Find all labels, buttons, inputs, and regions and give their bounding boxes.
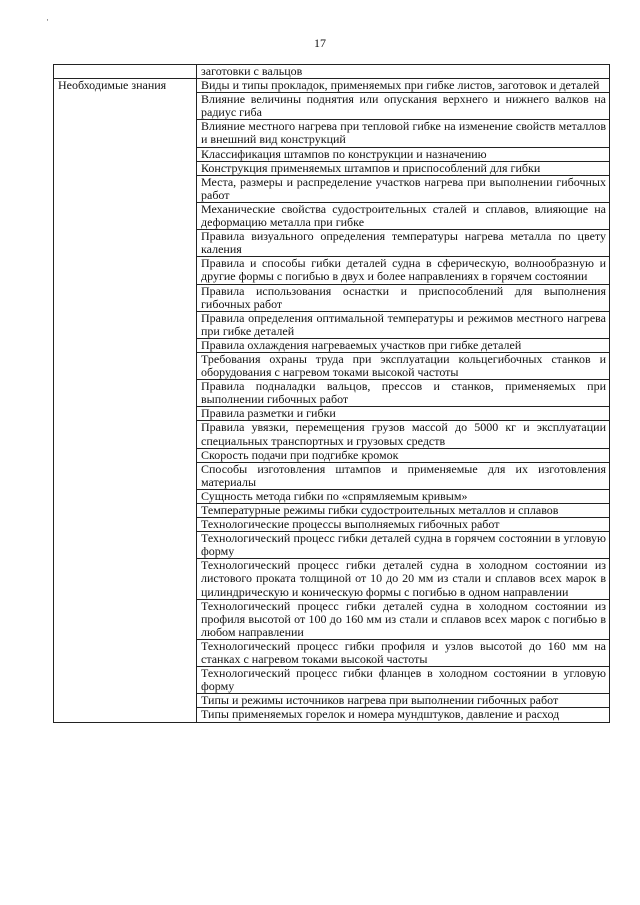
knowledge-item: Влияние местного нагрева при тепловой гибке на изменение свойств металлов и внешний вид конструкций	[197, 120, 610, 147]
knowledge-item: Правила определения оптимальной температуры и режимов местного нагрева при гибке деталей	[197, 311, 610, 338]
knowledge-item: Технологический процесс гибки деталей судна в холодном состоянии из листового проката толщиной от 10 до 20 мм из стали и сплавов всех марок в цилиндрическую и коническую формы с погибью в одном направлении	[197, 559, 610, 599]
requirements-table	[53, 64, 610, 723]
knowledge-item: Конструкция применяемых штампов и приспособлений для гибки	[197, 161, 610, 175]
knowledge-item: Способы изготовления штампов и применяемые для их изготовления материалы	[197, 462, 610, 489]
knowledge-item: Типы применяемых горелок и номера мундштуков, давление и расход	[197, 708, 610, 722]
knowledge-item: Температурные режимы гибки судостроительных металлов и сплавов	[197, 504, 610, 518]
knowledge-item: Правила подналадки вальцов, прессов и станков, применяемых при выполнении гибочных работ	[197, 380, 610, 407]
section-label: Необходимые знания	[54, 79, 197, 722]
knowledge-item: Технологический процесс гибки деталей судна в горячем состоянии в угловую форму	[197, 532, 610, 559]
knowledge-item: Виды и типы прокладок, применяемых при гибке листов, заготовок и деталей	[197, 79, 610, 93]
table-row	[54, 79, 610, 93]
knowledge-item: Правила охлаждения нагреваемых участков при гибке деталей	[197, 338, 610, 352]
knowledge-item: Правила и способы гибки деталей судна в сферическую, волнообразную и другие формы с погибью в двух и более направлениях в горячем состоянии	[197, 257, 610, 284]
stray-mark: ·	[46, 15, 49, 25]
empty-label-cell	[54, 65, 197, 79]
knowledge-item: Сущность метода гибки по «спрямляемым кривым»	[197, 489, 610, 503]
knowledge-item: Технологические процессы выполняемых гибочных работ	[197, 518, 610, 532]
knowledge-item: Технологический процесс гибки деталей судна в холодном состоянии из профиля высотой от 100 до 160 мм из стали и сплавов всех марок с погибью в любом направлении	[197, 599, 610, 639]
requirements-table-body	[54, 65, 610, 723]
table-row	[54, 65, 610, 79]
continuation-cell: заготовки с вальцов	[197, 65, 610, 79]
knowledge-item: Требования охраны труда при эксплуатации кольцегибочных станков и оборудования с нагревом токами высокой частоты	[197, 352, 610, 379]
knowledge-item: Типы и режимы источников нагрева при выполнении гибочных работ	[197, 694, 610, 708]
knowledge-item: Механические свойства судостроительных сталей и сплавов, влияющие на деформацию металла при гибке	[197, 202, 610, 229]
knowledge-item: Правила разметки и гибки	[197, 407, 610, 421]
knowledge-item: Правила увязки, перемещения грузов массой до 5000 кг и эксплуатации специальных транспортных и грузовых средств	[197, 421, 610, 448]
knowledge-item: Правила визуального определения температуры нагрева металла по цвету каления	[197, 230, 610, 257]
knowledge-item: Скорость подачи при подгибке кромок	[197, 448, 610, 462]
knowledge-item: Технологический процесс гибки профиля и узлов высотой до 160 мм на станках с нагревом токами высокой частоты	[197, 639, 610, 666]
knowledge-item: Места, размеры и распределение участков нагрева при выполнении гибочных работ	[197, 175, 610, 202]
page-number: 17	[314, 36, 326, 50]
knowledge-item: Технологический процесс гибки фланцев в холодном состоянии в угловую форму	[197, 667, 610, 694]
knowledge-item: Влияние величины поднятия или опускания верхнего и нижнего валков на радиус гиба	[197, 93, 610, 120]
knowledge-item: Классификация штампов по конструкции и назначению	[197, 147, 610, 161]
knowledge-item: Правила использования оснастки и приспособлений для выполнения гибочных работ	[197, 284, 610, 311]
